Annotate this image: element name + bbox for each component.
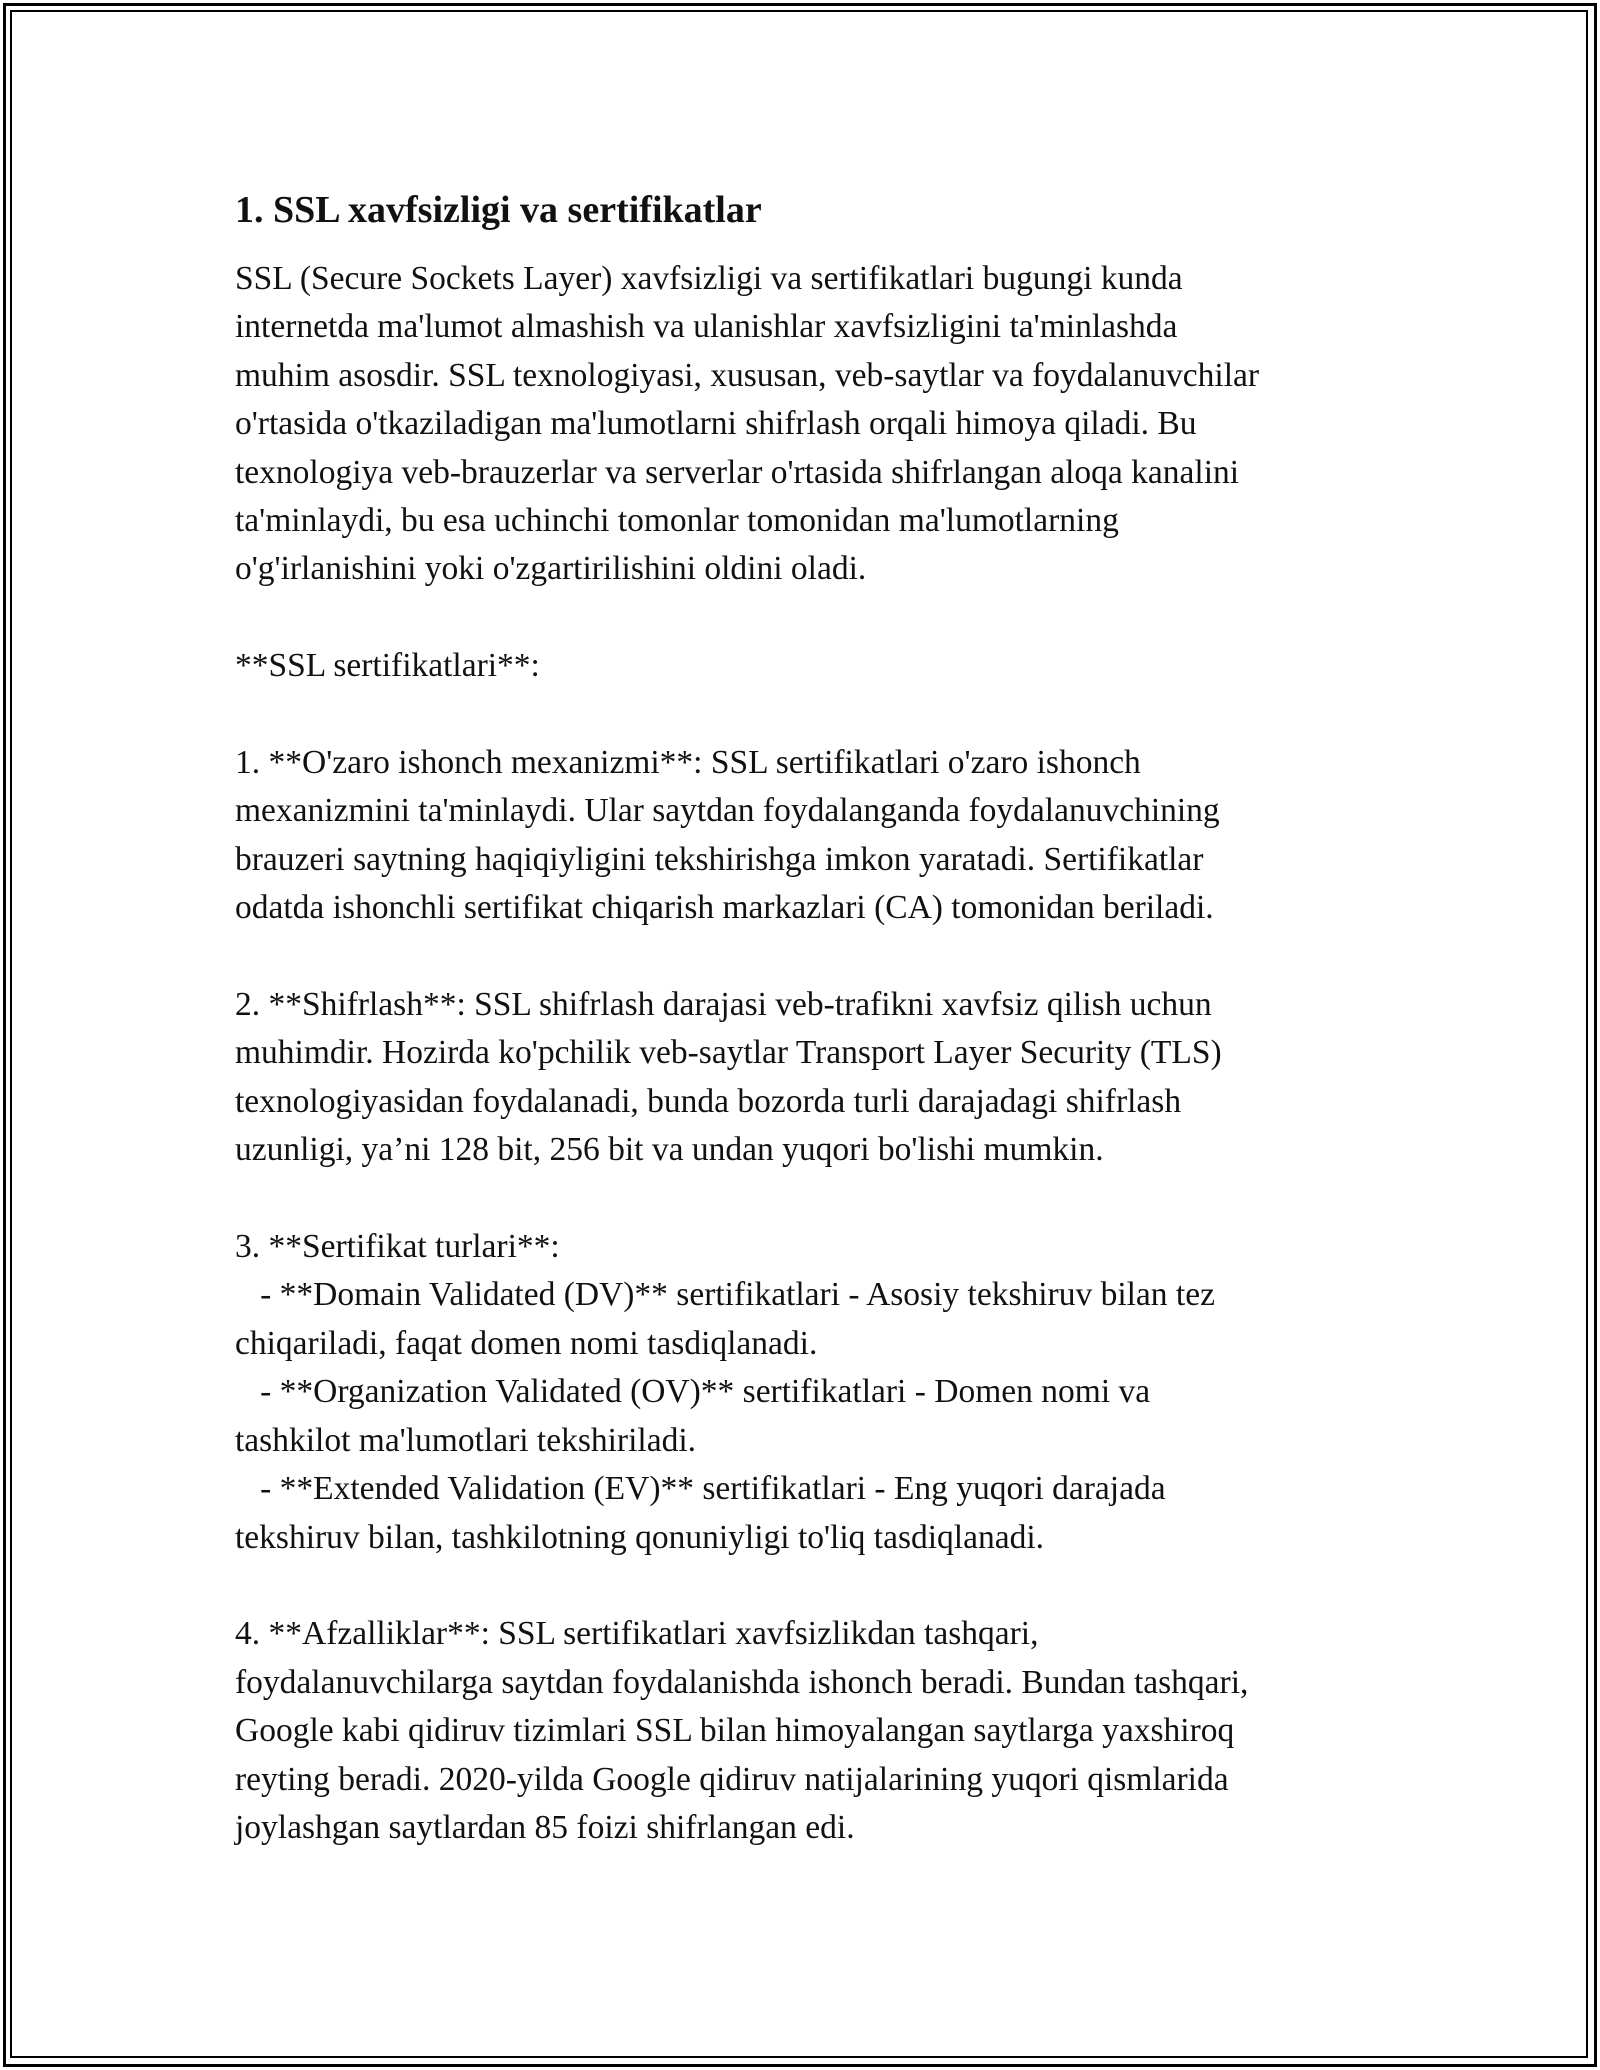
text-line: 3. **Sertifikat turlari**:	[235, 1228, 560, 1266]
paragraph	[235, 642, 1395, 690]
paragraph	[235, 739, 1395, 933]
paragraph-spacer	[235, 1562, 1395, 1610]
text-line: mexanizmini ta'minlaydi. Ular saytdan foydalanganda foydalanuvchining	[235, 792, 1220, 830]
text-line: texnologiya veb-brauzerlar va serverlar o'rtasida shifrlangan aloqa kanalini	[235, 453, 1240, 491]
paragraph-spacer	[235, 691, 1395, 739]
text-line: SSL (Secure Sockets Layer) xavfsizligi va sertifikatlari bugungi kunda	[235, 260, 1183, 297]
text-line: odatda ishonchli sertifikat chiqarish markazlari (CA) tomonidan beriladi.	[235, 889, 1214, 927]
paragraph-spacer	[235, 933, 1395, 981]
text-line: - **Extended Validation (EV)** sertifikatlari - Eng yuqori darajada	[235, 1470, 1166, 1508]
paragraph	[235, 1610, 1395, 1852]
text-line: - **Domain Validated (DV)** sertifikatlari - Asosiy tekshiruv bilan tez	[235, 1276, 1215, 1314]
text-line: tashkilot ma'lumotlari tekshiriladi.	[235, 1421, 697, 1459]
paragraph	[235, 255, 1395, 594]
text-line: joylashgan saytlardan 85 foizi shifrlangan edi.	[235, 1808, 855, 1846]
text-line: **SSL sertifikatlari**:	[235, 647, 540, 685]
text-line: texnologiyasidan foydalanadi, bunda bozorda turli darajadagi shifrlash	[235, 1082, 1182, 1120]
text-line: uzunligi, ya’ni 128 bit, 256 bit va undan yuqori bo'lishi mumkin.	[235, 1131, 1104, 1169]
text-line: foydalanuvchilarga saytdan foydalanishda ishonch beradi. Bundan tashqari,	[235, 1663, 1249, 1701]
text-line: muhim asosdir. SSL texnologiyasi, xususan, veb-saytlar va foydalanuvchilar	[235, 356, 1260, 394]
paragraph-spacer	[235, 1175, 1395, 1223]
document-body	[235, 255, 1395, 1852]
text-line: internetda ma'lumot almashish va ulanishlar xavfsizligini ta'minlashda	[235, 308, 1178, 346]
text-line: 1. **O'zaro ishonch mexanizmi**: SSL sertifikatlari o'zaro ishonch	[235, 744, 1141, 782]
paragraph	[235, 1223, 1395, 1562]
paragraph-spacer	[235, 594, 1395, 642]
text-line: Google kabi qidiruv tizimlari SSL bilan himoyalangan saytlarga yaxshiroq	[235, 1712, 1235, 1750]
text-line: - **Organization Validated (OV)** sertifikatlari - Domen nomi va	[235, 1373, 1151, 1411]
text-line: o'rtasida o'tkaziladigan ma'lumotlarni shifrlash orqali himoya qiladi. Bu	[235, 405, 1197, 443]
text-line: 2. **Shifrlash**: SSL shifrlash darajasi veb-trafikni xavfsiz qilish uchun	[235, 986, 1212, 1024]
document-content	[235, 185, 1395, 1852]
text-line: reyting beradi. 2020-yilda Google qidiruv natijalarining yuqori qismlarida	[235, 1760, 1229, 1798]
text-line: brauzeri saytning haqiqiyligini tekshirishga imkon yaratadi. Sertifikatlar	[235, 840, 1204, 878]
document-title: 1. SSL xavfsizligi va sertifikatlar	[235, 189, 762, 231]
text-line: chiqariladi, faqat domen nomi tasdiqlanadi.	[235, 1324, 818, 1362]
text-line: 4. **Afzalliklar**: SSL sertifikatlari xavfsizlikdan tashqari,	[235, 1615, 1039, 1653]
paragraph	[235, 981, 1395, 1175]
text-line: muhimdir. Hozirda ko'pchilik veb-saytlar Transport Layer Security (TLS)	[235, 1034, 1222, 1072]
text-line: ta'minlaydi, bu esa uchinchi tomonlar tomonidan ma'lumotlarning	[235, 502, 1119, 540]
text-line: o'g'irlanishini yoki o'zgartirilishini oldini oladi.	[235, 550, 867, 588]
text-line: tekshiruv bilan, tashkilotning qonuniyligi to'liq tasdiqlanadi.	[235, 1518, 1045, 1556]
